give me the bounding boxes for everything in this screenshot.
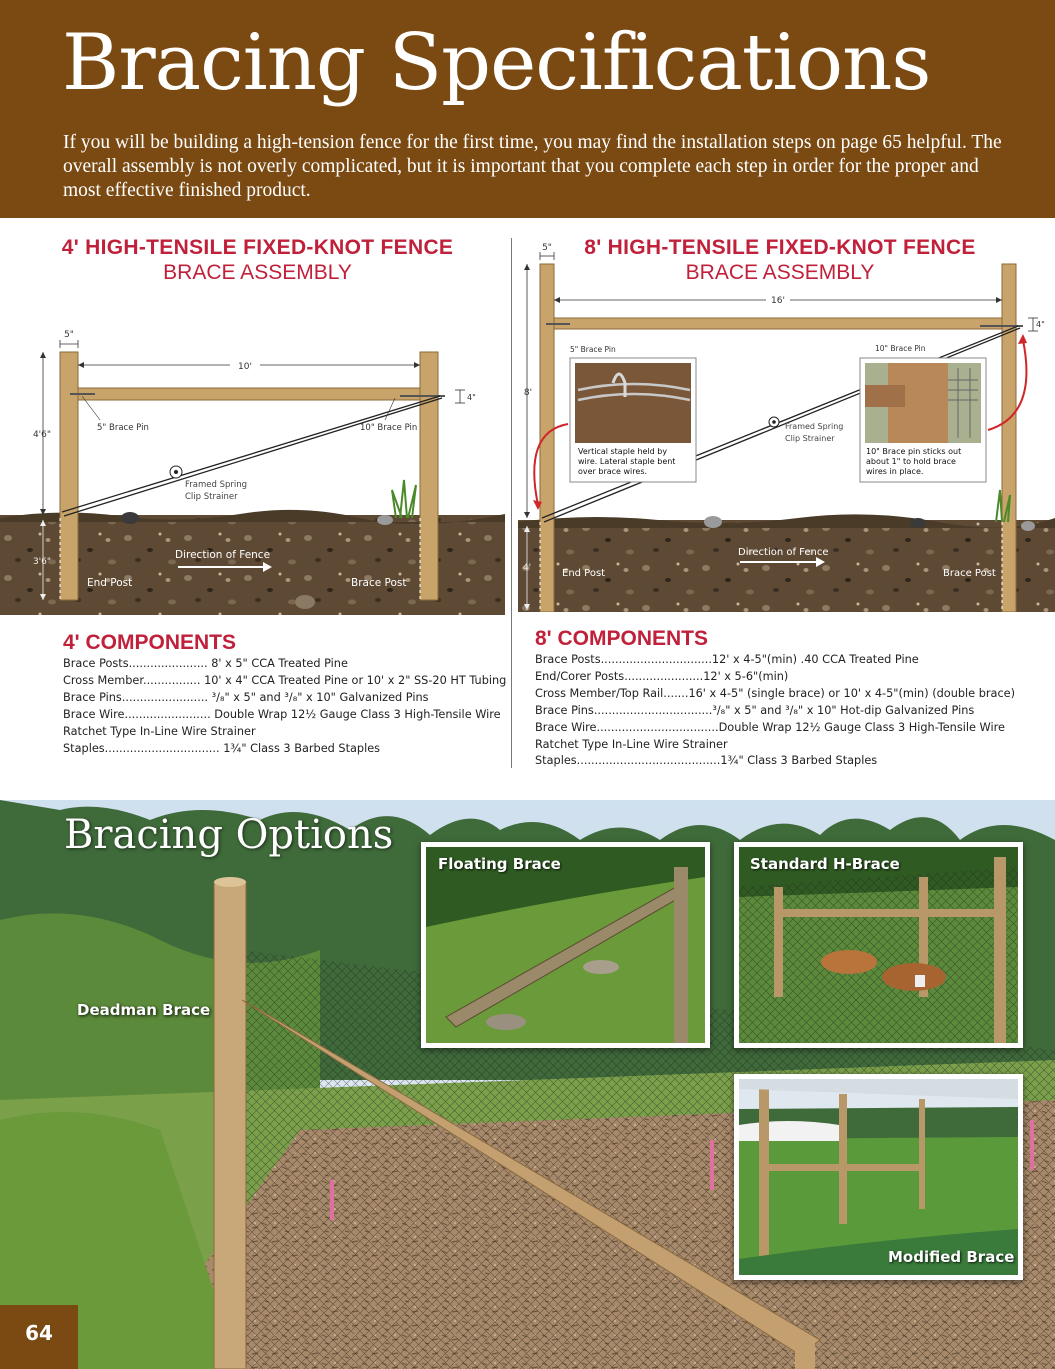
- diagram4-endpost-label: End Post: [87, 577, 133, 589]
- diagram4-direction-label: Direction of Fence: [175, 549, 271, 561]
- diagram8-bracepost-label: Brace Post: [943, 568, 996, 579]
- diagram8-span-label: 16': [771, 296, 785, 306]
- diagram4-title: 4' HIGH-TENSILE FIXED-KNOT FENCE: [61, 236, 454, 259]
- diagram4-span-label: 10': [238, 362, 252, 372]
- diagram8-callout-left-1: Vertical staple held by: [578, 447, 668, 456]
- diagram8-strainer-label-1: Framed Spring: [785, 422, 844, 431]
- list-item: Brace Wire..................................Double Wrap 12½ Gauge Class 3 High-Tensile Wire: [535, 720, 1005, 734]
- diagram4-strainer-label-2: Clip Strainer: [185, 492, 238, 502]
- column-divider: [511, 238, 512, 768]
- components8-list: [535, 652, 1015, 770]
- diagram8-endpost-label: End Post: [562, 568, 606, 579]
- diagram4-postwidth-label: 5": [64, 330, 74, 340]
- list-item: End/Corer Posts......................12' x 5-6"(min): [535, 669, 789, 683]
- list-item: Brace Pins........................ ³/₈" x 5" and ³/₈" x 10" Galvanized Pins: [63, 690, 429, 704]
- diagram8-callout-right-2: about 1" to hold brace: [866, 457, 956, 466]
- diagram8-height-label: 8': [523, 388, 533, 398]
- diagram8-pin-right-label: 10" Brace Pin: [875, 344, 926, 353]
- deadman-brace-label: Deadman Brace: [77, 1001, 211, 1019]
- list-item: Cross Member/Top Rail.......16' x 4-5" (single brace) or 10' x 4-5"(min) (double brace): [535, 686, 1016, 700]
- diagram8-callout-left-3: over brace wires.: [578, 467, 648, 476]
- diagram8-subtitle: BRACE ASSEMBLY: [685, 261, 875, 284]
- diagram4-bracepost-label: Brace Post: [351, 577, 407, 589]
- page-title: Bracing Specifications: [62, 18, 931, 108]
- standard-h-brace-label: Standard H-Brace: [750, 855, 900, 873]
- diagram8-callout-right-1: 10" Brace pin sticks out: [866, 447, 962, 456]
- list-item: Brace Posts...............................12' x 4-5"(min) .40 CCA Treated Pine: [535, 653, 919, 666]
- list-item: Brace Pins.................................³/₈" x 5" and ³/₈" x 10" Hot-dip Galvanized Pins: [535, 703, 975, 717]
- diagram4-depth-label: 3'6": [32, 557, 52, 567]
- diagram4-pin-right-label: 10" Brace Pin: [360, 423, 418, 433]
- page-number: 64: [0, 1305, 78, 1369]
- list-item: Ratchet Type In-Line Wire Strainer: [535, 737, 728, 751]
- bracing-options-title: Bracing Options: [64, 812, 394, 858]
- diagram4-subtitle: BRACE ASSEMBLY: [163, 261, 352, 284]
- list-item: Staples................................ 1¾" Class 3 Barbed Staples: [63, 741, 381, 755]
- modified-brace-label: Modified Brace: [888, 1248, 1015, 1266]
- diagram8-callout-right-3: wires in place.: [866, 467, 924, 476]
- list-item: Brace Wire........................ Double Wrap 12½ Gauge Class 3 High-Tensile Wire: [63, 707, 501, 721]
- diagram8-title: 8' HIGH-TENSILE FIXED-KNOT FENCE: [584, 236, 976, 259]
- floating-brace-label: Floating Brace: [438, 855, 561, 873]
- diagram4-railgap-label: 4": [467, 393, 476, 402]
- intro-paragraph: If you will be building a high-tension fence for the first time, you may find the installation steps on page 65 helpful. The overall assembly is not overly complicated, but it is important that you complete each step in order for the proper and most effective finished product.: [63, 132, 1002, 201]
- diagram4-illustration: [0, 290, 505, 615]
- diagram8-depth-label: 4': [522, 563, 532, 573]
- list-item: Ratchet Type In-Line Wire Strainer: [63, 724, 256, 738]
- diagram4-strainer-label-1: Framed Spring: [185, 480, 248, 490]
- components8-heading: 8' COMPONENTS: [535, 627, 709, 650]
- diagram8-illustration: [518, 240, 1055, 612]
- diagram8-railgap-label: 4": [1036, 320, 1045, 329]
- diagram8-callout-left-2: wire. Lateral staple bent: [578, 457, 676, 466]
- diagram8-strainer-label-2: Clip Strainer: [785, 434, 835, 443]
- diagram8-postwidth-label: 5": [542, 243, 552, 253]
- diagram4-pin-left-label: 5" Brace Pin: [97, 423, 149, 433]
- diagram8-pin-left-label: 5" Brace Pin: [570, 345, 616, 354]
- list-item: Staples........................................1¾" Class 3 Barbed Staples: [535, 754, 878, 768]
- list-item: Brace Posts...................... 8' x 5" CCA Treated Pine: [63, 657, 348, 670]
- components4-list: [63, 656, 506, 757]
- components4-heading: 4' COMPONENTS: [63, 631, 237, 654]
- diagram4-height-label: 4'6": [32, 430, 52, 440]
- list-item: Cross Member................ 10' x 4" CCA Treated Pine or 10' x 2" SS-20 HT Tubing: [63, 673, 507, 687]
- diagram8-direction-label: Direction of Fence: [738, 547, 829, 558]
